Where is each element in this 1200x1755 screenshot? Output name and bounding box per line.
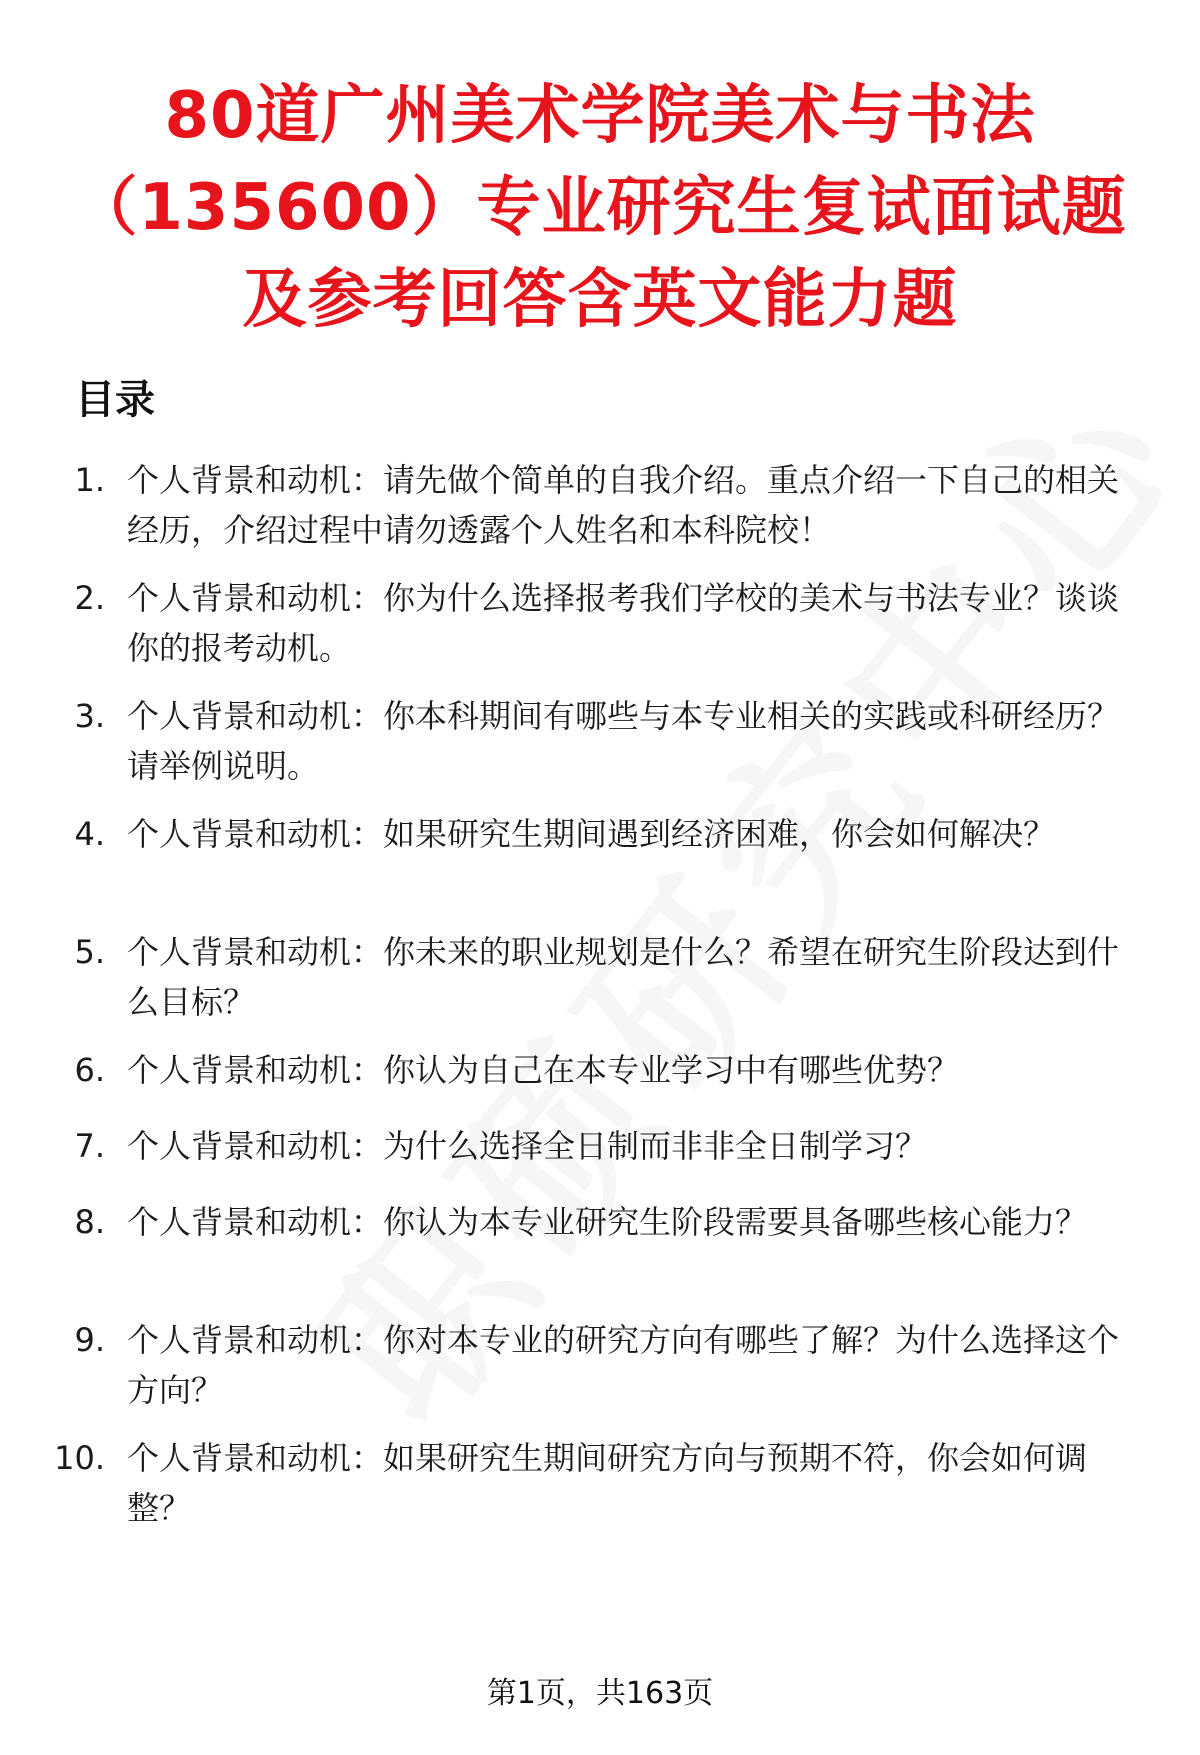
- toc-item-number: 5.: [74, 933, 105, 971]
- title-line-2: （135600）专业研究生复试面试题: [73, 171, 1127, 245]
- toc-item-text: 个人背景和动机：你对本专业的研究方向有哪些了解？为什么选择这个方向？: [127, 1321, 1120, 1409]
- toc-item-text: 个人背景和动机：你未来的职业规划是什么？希望在研究生阶段达到什么目标？: [127, 933, 1120, 1021]
- toc-item-text: 个人背景和动机：如果研究生期间遇到经济困难，你会如何解决？: [127, 815, 1056, 853]
- toc-item-text: 个人背景和动机：你认为本专业研究生阶段需要具备哪些核心能力？: [127, 1203, 1088, 1241]
- toc-item-number: 10.: [54, 1439, 105, 1477]
- page-footer: 第1页，共163页: [486, 1676, 714, 1711]
- toc-item-number: 7.: [74, 1127, 105, 1165]
- toc-item-text: 个人背景和动机：请先做个简单的自我介绍。重点介绍一下自己的相关经历，介绍过程中请勿透露个人姓名和本科院校！: [127, 461, 1120, 549]
- toc-item-number: 4.: [74, 815, 105, 853]
- document-title: [60, 70, 1140, 346]
- toc-item-text: 个人背景和动机：你本科期间有哪些与本专业相关的实践或科研经历？请举例说明。: [127, 697, 1120, 785]
- toc-item-number: 6.: [74, 1051, 105, 1089]
- toc-item-number: 3.: [74, 697, 105, 735]
- toc-item-text: 个人背景和动机：如果研究生期间研究方向与预期不符，你会如何调整？: [127, 1439, 1088, 1527]
- toc-item-text: 个人背景和动机：为什么选择全日制而非非全日制学习？: [127, 1127, 928, 1165]
- toc-heading: 目录: [75, 377, 155, 423]
- toc-item-number: 2.: [74, 579, 105, 617]
- toc-item-number: 8.: [74, 1203, 105, 1241]
- toc-item-text: 个人背景和动机：你认为自己在本专业学习中有哪些优势？: [127, 1051, 960, 1089]
- title-line-3: 及参考回答含英文能力题: [242, 263, 958, 337]
- toc-item-text: 个人背景和动机：你为什么选择报考我们学校的美术与书法专业？谈谈你的报考动机。: [127, 579, 1120, 667]
- toc-item-number: 9.: [74, 1321, 105, 1359]
- title-line-1: 80道广州美术学院美术与书法: [164, 79, 1036, 153]
- toc-item-number: 1.: [74, 461, 105, 499]
